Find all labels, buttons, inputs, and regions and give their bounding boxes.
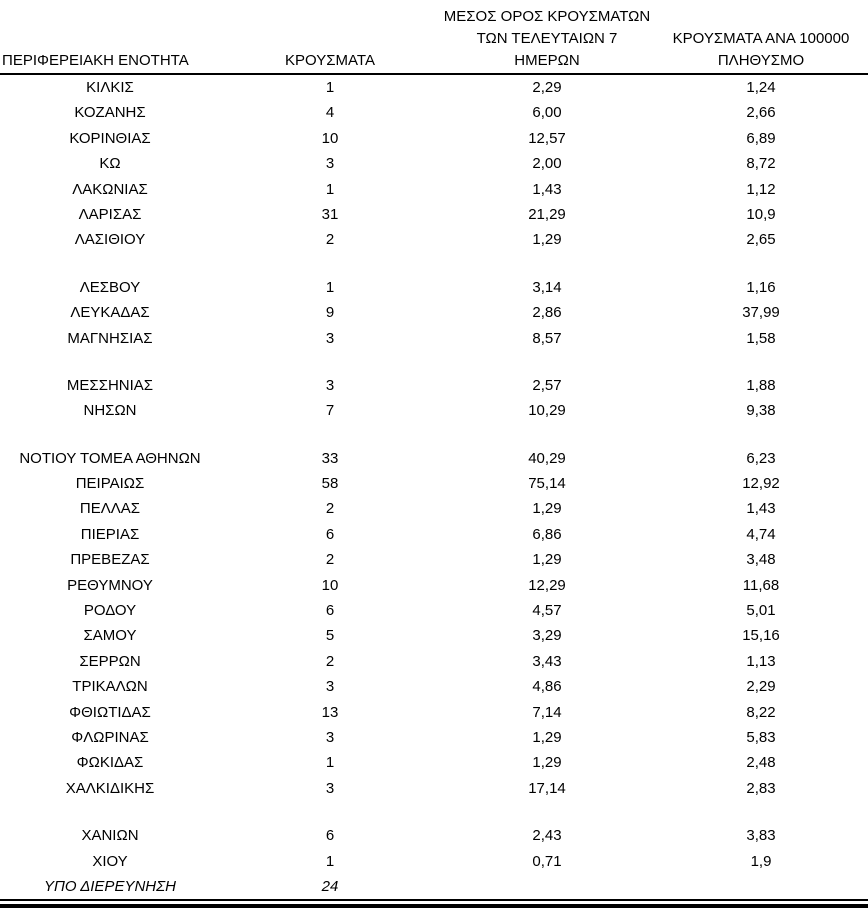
region-cell: ΛΑΚΩΝΙΑΣ bbox=[72, 180, 148, 198]
per100k-cell: 15,16 bbox=[742, 627, 780, 645]
region-cell: ΦΩΚΙΔΑΣ bbox=[76, 754, 144, 772]
avg7-cell: 2,29 bbox=[532, 79, 562, 96]
cases-cell: 10 bbox=[321, 129, 339, 147]
region-cell: ΚΙΛΚΙΣ bbox=[86, 79, 134, 96]
region-cell: ΧΑΛΚΙΔΙΚΗΣ bbox=[65, 779, 155, 797]
per100k-cell: 5,01 bbox=[746, 602, 776, 620]
avg7-cell: 1,29 bbox=[532, 551, 562, 569]
avg7-cell: 3,43 bbox=[532, 652, 562, 670]
region-cell: ΡΕΘΥΜΝΟΥ bbox=[67, 576, 153, 594]
per100k-cell: 2,65 bbox=[746, 231, 776, 249]
per100k-cell: 8,22 bbox=[746, 703, 776, 721]
table-row bbox=[0, 177, 868, 202]
table-row bbox=[0, 623, 868, 648]
table-row bbox=[0, 598, 868, 623]
table-row bbox=[0, 100, 868, 125]
region-cell: ΦΘΙΩΤΙΔΑΣ bbox=[69, 703, 151, 721]
region-cell: ΡΟΔΟΥ bbox=[83, 602, 137, 620]
column-header-region-line: ΠΕΡΙΦΕΡΕΙΑΚΗ ΕΝΟΤΗΤΑ bbox=[2, 52, 189, 69]
region-cell: ΤΡΙΚΑΛΩΝ bbox=[72, 678, 148, 696]
table-row bbox=[0, 75, 868, 100]
region-cell: ΠΙΕΡΙΑΣ bbox=[80, 525, 140, 543]
per100k-cell: 1,88 bbox=[746, 376, 776, 394]
cases-cell: 2 bbox=[325, 652, 335, 670]
cases-cell: 2 bbox=[325, 500, 335, 518]
table-row bbox=[0, 849, 868, 874]
avg7-cell: 3,29 bbox=[532, 627, 562, 645]
table-row bbox=[0, 750, 868, 775]
table-row bbox=[0, 674, 868, 699]
region-cell: ΚΩ bbox=[99, 155, 121, 173]
spacer-row bbox=[0, 424, 868, 446]
avg7-cell: 12,57 bbox=[528, 129, 566, 147]
table-row bbox=[0, 275, 868, 300]
per100k-cell: 6,89 bbox=[746, 129, 776, 147]
per100k-cell: 12,92 bbox=[742, 475, 780, 493]
per100k-cell: 8,72 bbox=[746, 155, 776, 173]
cases-cell: 13 bbox=[321, 703, 339, 721]
cases-cell: 3 bbox=[325, 678, 335, 696]
per100k-cell: 1,58 bbox=[746, 329, 776, 347]
cases-cell: 3 bbox=[325, 376, 335, 394]
column-header-per100k-line: ΠΛΗΘΥΣΜΟ bbox=[717, 52, 805, 69]
region-cell: ΜΑΓΝΗΣΙΑΣ bbox=[67, 329, 153, 347]
avg7-cell: 8,57 bbox=[532, 329, 562, 347]
region-cell: ΛΑΡΙΣΑΣ bbox=[78, 205, 142, 223]
avg7-cell: 6,86 bbox=[532, 525, 562, 543]
cases-cell: 6 bbox=[325, 602, 335, 620]
avg7-cell: 7,14 bbox=[532, 703, 562, 721]
spacer-row bbox=[0, 253, 868, 275]
spacer-row bbox=[0, 801, 868, 823]
column-header-avg7-line: ΜΕΣΟΣ ΟΡΟΣ ΚΡΟΥΣΜΑΤΩΝ bbox=[443, 8, 651, 25]
table-row bbox=[0, 471, 868, 496]
per100k-cell: 10,9 bbox=[746, 205, 776, 223]
table-row bbox=[0, 151, 868, 176]
table-row bbox=[0, 300, 868, 325]
region-cell: ΠΕΛΛΑΣ bbox=[79, 500, 141, 518]
cases-cell: 9 bbox=[325, 304, 335, 322]
table-row bbox=[0, 725, 868, 750]
region-cell: ΛΕΣΒΟΥ bbox=[79, 278, 141, 296]
avg7-cell: 4,57 bbox=[532, 602, 562, 620]
column-header-per100k bbox=[654, 28, 868, 73]
cases-cell: 1 bbox=[325, 754, 335, 772]
cases-cell: 3 bbox=[325, 728, 335, 746]
per100k-cell: 2,29 bbox=[746, 678, 776, 696]
cases-cell: 6 bbox=[325, 525, 335, 543]
region-cell: ΝΟΤΙΟΥ ΤΟΜΕΑ ΑΘΗΝΩΝ bbox=[19, 449, 201, 467]
cases-cell: 4 bbox=[325, 104, 335, 122]
per100k-cell: 1,13 bbox=[746, 652, 776, 670]
avg7-cell: 2,86 bbox=[532, 304, 562, 322]
region-cell: ΛΑΣΙΘΙΟΥ bbox=[74, 231, 146, 249]
cases-cell: 1 bbox=[325, 278, 335, 296]
per100k-cell: 3,83 bbox=[746, 827, 776, 845]
spacer-row bbox=[0, 351, 868, 373]
per100k-cell: 2,83 bbox=[746, 779, 776, 797]
table-row bbox=[0, 227, 868, 252]
region-cell: ΦΛΩΡΙΝΑΣ bbox=[71, 728, 149, 746]
avg7-cell: 75,14 bbox=[528, 475, 566, 493]
column-header-avg7 bbox=[440, 6, 654, 73]
per100k-cell: 6,23 bbox=[746, 449, 776, 467]
column-header-region bbox=[0, 50, 220, 73]
table-row bbox=[0, 202, 868, 227]
per100k-cell: 37,99 bbox=[742, 304, 780, 322]
per100k-cell: 1,9 bbox=[750, 852, 772, 870]
column-header-avg7-line: ΤΩΝ ΤΕΛΕΥΤΑΙΩΝ 7 bbox=[476, 30, 618, 47]
per100k-cell: 1,43 bbox=[746, 500, 776, 518]
cases-cell: 7 bbox=[325, 402, 335, 420]
per100k-cell: 2,48 bbox=[746, 754, 776, 772]
avg7-cell: 10,29 bbox=[528, 402, 566, 420]
column-header-avg7-line: ΗΜΕΡΩΝ bbox=[514, 52, 580, 69]
cases-cell: 33 bbox=[321, 449, 339, 467]
cases-cell: 3 bbox=[325, 329, 335, 347]
per100k-cell: 2,66 bbox=[746, 104, 776, 122]
region-cell: ΜΕΣΣΗΝΙΑΣ bbox=[66, 376, 154, 394]
region-cell: ΧΙΟΥ bbox=[92, 852, 128, 870]
region-cell: ΚΟΡΙΝΘΙΑΣ bbox=[69, 129, 151, 147]
cases-cell: 3 bbox=[325, 155, 335, 173]
per100k-cell: 4,74 bbox=[746, 525, 776, 543]
table-row bbox=[0, 700, 868, 725]
bottom-rule-thick bbox=[0, 904, 868, 908]
avg7-cell: 21,29 bbox=[528, 205, 566, 223]
per100k-cell: 3,48 bbox=[746, 551, 776, 569]
avg7-cell bbox=[440, 874, 654, 899]
table-row bbox=[0, 776, 868, 801]
per100k-cell: 1,12 bbox=[746, 180, 776, 198]
per100k-cell: 5,83 bbox=[746, 728, 776, 746]
avg7-cell: 1,29 bbox=[532, 728, 562, 746]
cases-cell: 3 bbox=[325, 779, 335, 797]
avg7-cell: 17,14 bbox=[528, 779, 566, 797]
avg7-cell: 3,14 bbox=[532, 278, 562, 296]
cases-cell: 2 bbox=[325, 551, 335, 569]
column-header-cases bbox=[220, 50, 440, 73]
per100k-cell: 1,16 bbox=[746, 278, 776, 296]
table-row bbox=[0, 326, 868, 351]
avg7-cell: 1,29 bbox=[532, 754, 562, 772]
table-row bbox=[0, 522, 868, 547]
table-row bbox=[0, 547, 868, 572]
region-cell: ΝΗΣΩΝ bbox=[83, 402, 137, 420]
region-cell: ΠΕΙΡΑΙΩΣ bbox=[75, 475, 145, 493]
cases-cell: 1 bbox=[325, 79, 335, 96]
cases-cell: 6 bbox=[325, 827, 335, 845]
cases-cell: 10 bbox=[321, 576, 339, 594]
cases-cell: 2 bbox=[325, 231, 335, 249]
per100k-cell: 11,68 bbox=[742, 576, 780, 594]
table-row bbox=[0, 573, 868, 598]
cases-cell: 5 bbox=[325, 627, 335, 645]
region-cell: ΧΑΝΙΩΝ bbox=[81, 827, 139, 845]
table-row bbox=[0, 398, 868, 423]
table-row bbox=[0, 446, 868, 471]
avg7-cell: 4,86 bbox=[532, 678, 562, 696]
column-header-cases-line: ΚΡΟΥΣΜΑΤΑ bbox=[285, 52, 375, 69]
table-body bbox=[0, 75, 868, 899]
table-header-row bbox=[0, 0, 868, 75]
column-header-per100k-line: ΚΡΟΥΣΜΑΤΑ ΑΝΑ 100000 bbox=[672, 30, 850, 47]
table-row bbox=[0, 874, 868, 899]
avg7-cell: 2,00 bbox=[532, 155, 562, 173]
region-cell: ΣΕΡΡΩΝ bbox=[79, 652, 141, 670]
table-row bbox=[0, 823, 868, 848]
region-cell: ΛΕΥΚΑΔΑΣ bbox=[70, 304, 150, 322]
avg7-cell: 1,43 bbox=[532, 180, 562, 198]
region-cell: ΥΠΟ ΔΙΕΡΕΥΝΗΣΗ bbox=[44, 877, 176, 895]
region-cell: ΚΟΖΑΝΗΣ bbox=[74, 104, 146, 122]
avg7-cell: 6,00 bbox=[532, 104, 562, 122]
avg7-cell: 40,29 bbox=[528, 449, 566, 467]
avg7-cell: 2,57 bbox=[532, 376, 562, 394]
per100k-cell: 1,24 bbox=[746, 79, 776, 96]
region-cell: ΠΡΕΒΕΖΑΣ bbox=[70, 551, 150, 569]
avg7-cell: 0,71 bbox=[532, 852, 562, 870]
cases-cell: 1 bbox=[325, 852, 335, 870]
avg7-cell: 12,29 bbox=[528, 576, 566, 594]
table-row bbox=[0, 373, 868, 398]
cases-cell: 58 bbox=[321, 475, 339, 493]
region-cell: ΣΑΜΟΥ bbox=[83, 627, 137, 645]
per100k-cell: 9,38 bbox=[746, 402, 776, 420]
table-row bbox=[0, 126, 868, 151]
avg7-cell: 1,29 bbox=[532, 231, 562, 249]
cases-cell: 1 bbox=[325, 180, 335, 198]
per100k-cell bbox=[654, 874, 868, 899]
cases-cell: 31 bbox=[321, 205, 339, 223]
table-row bbox=[0, 649, 868, 674]
table-row bbox=[0, 496, 868, 521]
avg7-cell: 1,29 bbox=[532, 500, 562, 518]
avg7-cell: 2,43 bbox=[532, 827, 562, 845]
cases-cell: 24 bbox=[321, 877, 339, 895]
